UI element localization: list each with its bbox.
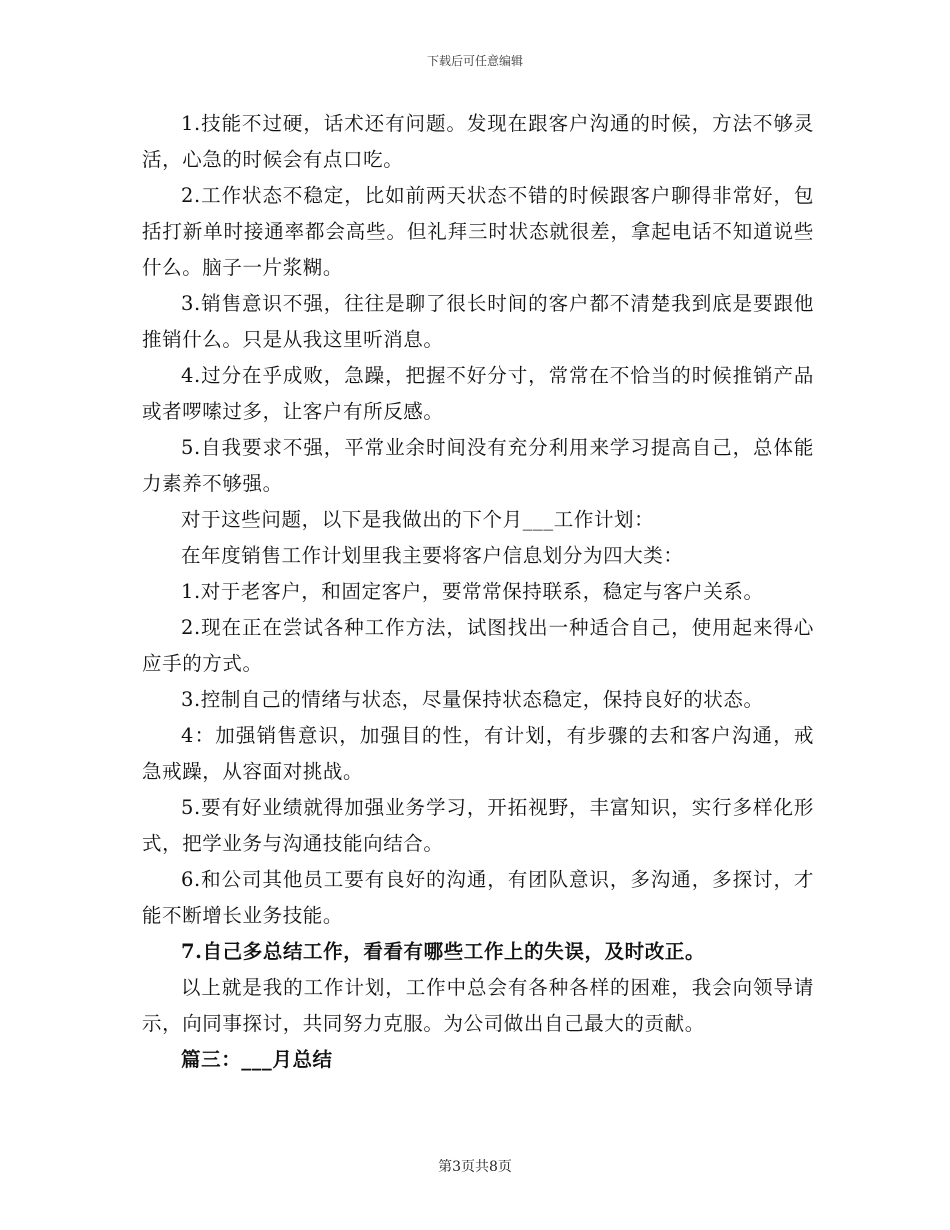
paragraph: 3.销售意识不强，往往是聊了很长时间的客户都不清楚我到底是要跟他推销什么。只是从我这里听消息。: [142, 292, 814, 351]
paragraph: 对于这些问题，以下是我做出的下个月___工作计划：: [181, 508, 655, 531]
paragraph: 在年度销售工作计划里我主要将客户信息划分为四大类：: [181, 544, 684, 567]
bold-paragraph: 7.自己多总结工作，看看有哪些工作上的失误，及时改正。: [181, 940, 706, 963]
paragraph: 6.和公司其他员工要有良好的沟通，有团队意识，多沟通，多探讨，才能不断增长业务技能。: [142, 868, 814, 927]
page-header-note: 下载后可任意编辑: [426, 54, 523, 68]
paragraph: 2.现在正在尝试各种工作方法，试图找出一种适合自己，使用起来得心应手的方式。: [142, 616, 814, 675]
paragraph: 1.对于老客户，和固定客户，要常常保持联系，稳定与客户关系。: [181, 580, 764, 603]
section-heading: 篇三：___月总结: [181, 1048, 333, 1071]
paragraph: 3.控制自己的情绪与状态，尽量保持状态稳定，保持良好的状态。: [181, 688, 764, 711]
document-body: [142, 106, 814, 1078]
page-number-footer: 第3页共8页: [438, 1159, 512, 1175]
paragraph: 以上就是我的工作计划，工作中总会有各种各样的困难，我会向领导请示，向同事探讨，共同努力克服。为公司做出自己最大的贡献。: [142, 976, 814, 1035]
paragraph: 4：加强销售意识，加强目的性，有计划，有步骤的去和客户沟通，戒急戒躁，从容面对挑战。: [142, 724, 814, 783]
paragraph: 2.工作状态不稳定，比如前两天状态不错的时候跟客户聊得非常好，包括打新单时接通率都会高些。但礼拜三时状态就很差，拿起电话不知道说些什么。脑子一片浆糊。: [142, 184, 814, 279]
paragraph: 5.自我要求不强，平常业余时间没有充分利用来学习提高自己，总体能力素养不够强。: [142, 436, 814, 495]
paragraph: 4.过分在乎成败，急躁，把握不好分寸，常常在不恰当的时候推销产品或者啰嗦过多，让客户有所反感。: [142, 364, 814, 423]
paragraph: 5.要有好业绩就得加强业务学习，开拓视野，丰富知识，实行多样化形式，把学业务与沟通技能向结合。: [142, 796, 814, 855]
paragraph: 1.技能不过硬，话术还有问题。发现在跟客户沟通的时候，方法不够灵活，心急的时候会有点口吃。: [142, 112, 814, 171]
